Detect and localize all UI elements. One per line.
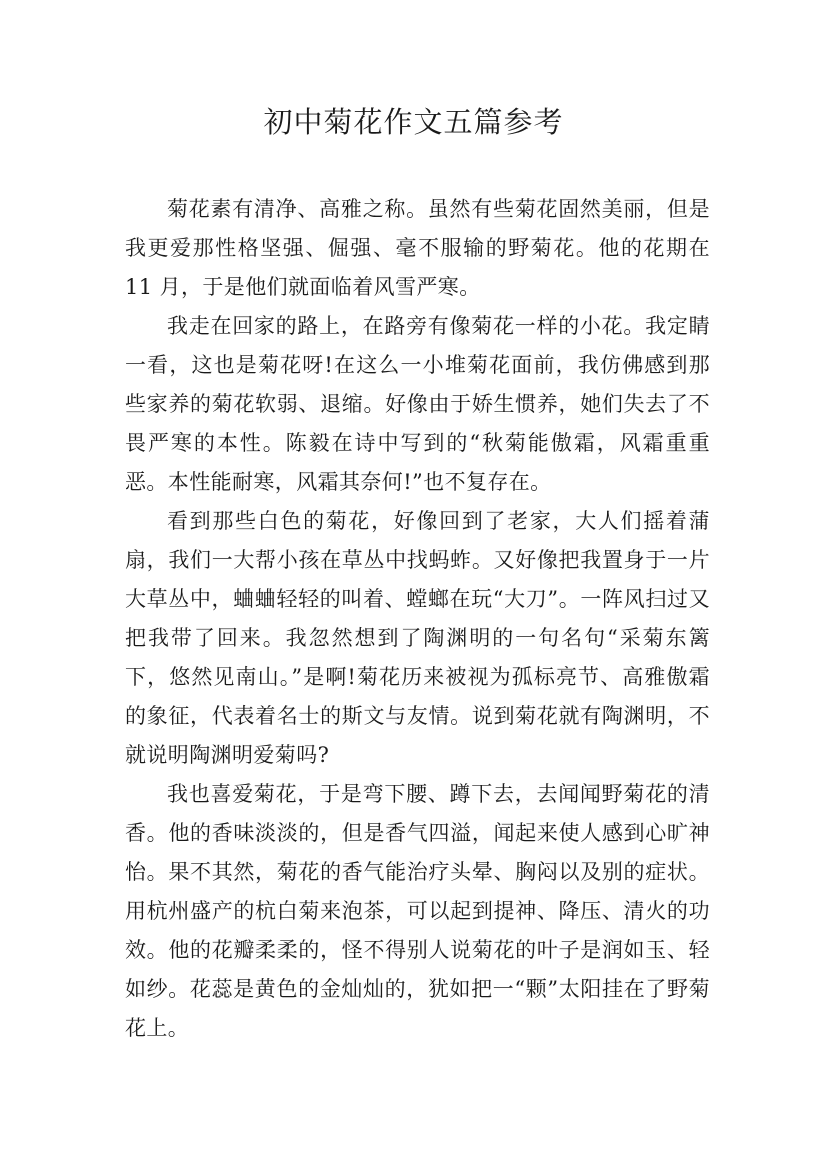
- document-body: [125, 190, 710, 1048]
- paragraph-3: 看到那些白色的菊花，好像回到了老家，大人们摇着蒲扇，我们一大帮小孩在草丛中找蚂蚱。又好像把我置身于一片大草丛中，蛐蛐轻轻的叫着、螳螂在玩“大刀”。一阵风扫过又把我带了回来。我忽然想到了陶渊明的一句名句“采菊东篱下，悠然见南山。”是啊!菊花历来被视为孤标亮节、高雅傲霜的象征，代表着名士的斯文与友情。说到菊花就有陶渊明，不就说明陶渊明爱菊吗?: [125, 509, 710, 767]
- paragraph-4: 我也喜爱菊花，于是弯下腰、蹲下去，去闻闻野菊花的清香。他的香味淡淡的，但是香气四溢，闻起来使人感到心旷神怡。果不其然，菊花的香气能治疗头晕、胸闷以及别的症状。用杭州盛产的杭白菊来泡茶，可以起到提神、降压、清火的功效。他的花瓣柔柔的，怪不得别人说菊花的叶子是润如玉、轻如纱。花蕊是黄色的金灿灿的，犹如把一“颗”太阳挂在了野菊花上。: [125, 782, 710, 1040]
- document-title: 初中菊花作文五篇参考: [263, 105, 564, 139]
- paragraph-1: 菊花素有清净、高雅之称。虽然有些菊花固然美丽，但是我更爱那性格坚强、倔强、毫不服输的野菊花。他的花期在 11 月，于是他们就面临着风雪严寒。: [125, 197, 710, 299]
- paragraph-2: 我走在回家的路上，在路旁有像菊花一样的小花。我定睛一看，这也是菊花呀!在这么一小堆菊花面前，我仿佛感到那些家养的菊花软弱、退缩。好像由于娇生惯养，她们失去了不畏严寒的本性。陈毅在诗中写到的“秋菊能傲霜，风霜重重恶。本性能耐寒，风霜其奈何!”也不复存在。: [125, 314, 710, 494]
